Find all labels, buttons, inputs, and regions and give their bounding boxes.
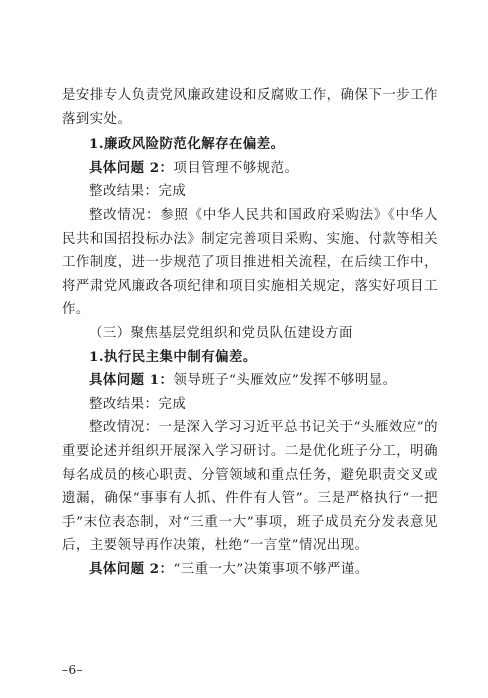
section-heading: （三）聚焦基层党组织和党员队伍建设方面 bbox=[89, 325, 353, 341]
rectification-status: 整改情况：一是深入学习习近平总书记关于“头雁效应”的重要论述并组织开展深入学习研讨。二是优化班子分工，明确每名成员的核心职责、分管领域和重点任务，避免职责交叉或遗漏，确保“事事有人抓、件件有人管”。三是严格执行“一把手”末位表态制，对“三重一大”事项，班子成员充分发表意见后，主要领导再作决策，杜绝“一言堂”情况出现。 bbox=[62, 420, 438, 554]
issue-text: 领导班子“头雁效应”发挥不够明显。 bbox=[173, 373, 397, 389]
heading-integrity-risk: 1.廉政风险防范化解存在偏差。 bbox=[89, 136, 285, 153]
rectification-result: 整改结果：完成 bbox=[89, 184, 187, 200]
issue-item bbox=[62, 369, 438, 393]
document-body bbox=[62, 84, 438, 581]
rectification-status: 整改情况：参照《中华人民共和国政府采购法》《中华人民共和国招投标办法》制定完善项目采购、实施、付款等相关工作制度，进一步规范了项目推进相关流程，在后续工作中，将严肃党风廉政各项纪律和项目实施相关规定，落实好项目工作。 bbox=[62, 207, 438, 318]
issue-item bbox=[62, 157, 438, 181]
issue-text: 项目管理不够规范。 bbox=[173, 160, 299, 176]
paragraph-continued: 是安排专人负责党风廉政建设和反腐败工作，确保下一步工作落到实处。 bbox=[62, 88, 438, 127]
issue-item bbox=[62, 558, 438, 582]
rectification-result: 整改结果：完成 bbox=[89, 396, 187, 412]
issue-label: 具体问题 2： bbox=[89, 159, 174, 176]
issue-label: 具体问题 2： bbox=[89, 560, 174, 577]
heading-democratic-centralism: 1.执行民主集中制有偏差。 bbox=[89, 348, 257, 365]
page-number: –6– bbox=[62, 663, 84, 677]
issue-text: “三重一大”决策事项不够严谨。 bbox=[173, 561, 369, 577]
issue-label: 具体问题 1： bbox=[89, 372, 174, 389]
